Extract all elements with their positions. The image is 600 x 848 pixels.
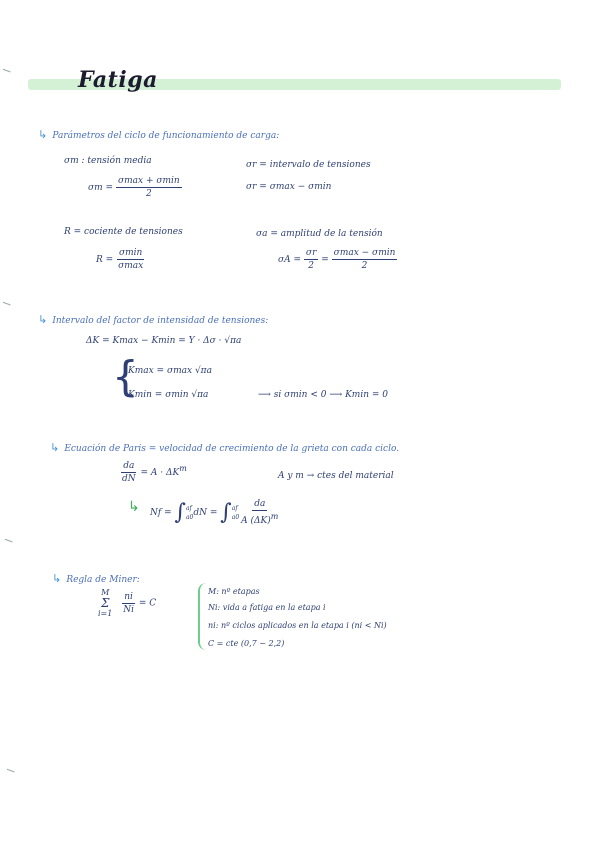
paris-lhs-fraction: [120, 461, 138, 484]
params-heading: Parámetros del ciclo de funcionamiento de carga:: [52, 131, 280, 141]
paris-equation: [120, 461, 187, 484]
r-equation: [96, 248, 145, 271]
r-fraction: [116, 248, 145, 271]
paris-lhs-numerator: da: [123, 461, 135, 471]
sum-upper: M: [101, 588, 110, 597]
sigma-m-numerator: σmax + σmin: [117, 176, 180, 186]
integral-1-lower: a0: [185, 513, 194, 521]
integral-2-den-text: A (ΔK): [241, 516, 271, 526]
sigma-m-label: σm : tensión media: [64, 156, 152, 166]
paris-heading-row: [50, 436, 399, 455]
integral-sign-icon: ∫: [220, 499, 232, 525]
sigma-a-lhs: σA =: [278, 255, 302, 265]
range-heading: Intervalo del factor de intensidad de tensiones:: [52, 316, 269, 326]
integral-sign-icon: ∫: [174, 499, 186, 525]
miner-item: ni: nº ciclos aplicados en la etapa i (ni < Ni): [208, 621, 387, 630]
miner-item: C = cte (0,7 − 2,2): [208, 639, 285, 648]
integral-2-lower: a0: [231, 513, 240, 521]
miner-item: Ni: vida a fatiga en la etapa i: [208, 603, 326, 612]
arrow-icon: ↳: [52, 572, 62, 585]
sigma-a-equation: [278, 248, 397, 271]
range-heading-row: [38, 308, 268, 327]
kmin-equation: Kmin = σmin √πa: [128, 390, 209, 400]
system-brace: {: [112, 352, 139, 401]
definitions-brace: [198, 583, 208, 650]
params-heading-row: [38, 123, 279, 142]
scan-mark: [5, 769, 14, 776]
sigma-a-numerator-1: σr: [305, 248, 317, 258]
cycles-to-failure-equation: [150, 499, 280, 526]
integral-equals: =: [209, 508, 218, 518]
r-numerator: σmin: [118, 248, 143, 258]
miner-equation: [98, 588, 156, 618]
integral-2-fraction: [239, 499, 280, 526]
sum-lower: i=1: [98, 609, 113, 618]
arrow-icon: ↳: [38, 128, 48, 141]
miner-numerator: ni: [124, 591, 133, 602]
paris-heading: Ecuación de Paris = velocidad de crecimiento de la grieta con cada ciclo.: [64, 444, 400, 454]
sigma-a-denominator-2: 2: [361, 261, 368, 271]
paris-constants-note: A y m → ctes del material: [278, 471, 394, 481]
sigma-a-fraction-1: [304, 248, 318, 271]
arrow-down-right-icon: ↳: [128, 499, 140, 515]
paris-lhs-denominator: dN: [122, 474, 136, 484]
arrow-icon: ↳: [50, 441, 60, 454]
miner-fraction: [121, 592, 136, 615]
page-title: Fatiga: [78, 67, 158, 93]
sigma-m-denominator: 2: [145, 189, 152, 199]
sigma-m-fraction: [116, 176, 182, 199]
integral-2-denominator: [239, 511, 280, 526]
r-lhs: R =: [96, 255, 114, 265]
sigma-m-lhs: σm =: [88, 183, 114, 193]
sigma-a-denominator-1: 2: [308, 261, 315, 271]
integral-2-numerator: da: [254, 499, 266, 509]
integral-2-exponent: m: [270, 512, 279, 521]
miner-denominator: Ni: [123, 604, 134, 615]
r-denominator: σmax: [118, 261, 144, 271]
integral-1: [174, 499, 207, 525]
delta-k-equation: ΔK = Kmax − Kmin = Y · Δσ · √πa: [86, 336, 242, 346]
scan-mark: [1, 69, 10, 76]
integral-2: [220, 499, 280, 526]
sum-symbol: Σ: [100, 596, 110, 610]
miner-equals: = C: [138, 598, 157, 609]
miner-heading-row: [52, 567, 140, 586]
sigma-m-equation: [88, 176, 182, 199]
paris-rhs: = A · ΔK: [140, 468, 180, 478]
paris-exponent: m: [179, 464, 187, 473]
miner-item: M: nº etapas: [208, 587, 260, 596]
sigma-a-equals: =: [321, 255, 329, 265]
scan-mark: [1, 302, 10, 309]
integral-2-limits: [232, 504, 239, 522]
sigma-r-equation: σr = σmax − σmin: [246, 182, 332, 192]
kmax-equation: Kmax = σmax √πa: [128, 366, 212, 376]
sigma-a-numerator-2: σmax − σmin: [333, 248, 396, 258]
sigma-a-fraction-2: [332, 248, 398, 271]
summation: [98, 588, 112, 618]
integral-1-limits: [186, 504, 193, 522]
miner-heading: Regla de Miner:: [66, 575, 140, 585]
scan-mark: [3, 539, 12, 546]
integral-1-body: dN: [193, 507, 207, 518]
nf-lhs: Nf =: [150, 508, 172, 518]
integral-2-upper: af: [231, 504, 238, 512]
sigma-a-label: σa = amplitud de la tensión: [256, 229, 383, 239]
integral-1-upper: af: [185, 504, 192, 512]
r-label: R = cociente de tensiones: [64, 227, 183, 237]
sigma-r-label: σr = intervalo de tensiones: [246, 160, 371, 170]
arrow-icon: ↳: [38, 313, 48, 326]
kmin-note: ⟶ si σmin < 0 ⟶ Kmin = 0: [258, 390, 389, 400]
